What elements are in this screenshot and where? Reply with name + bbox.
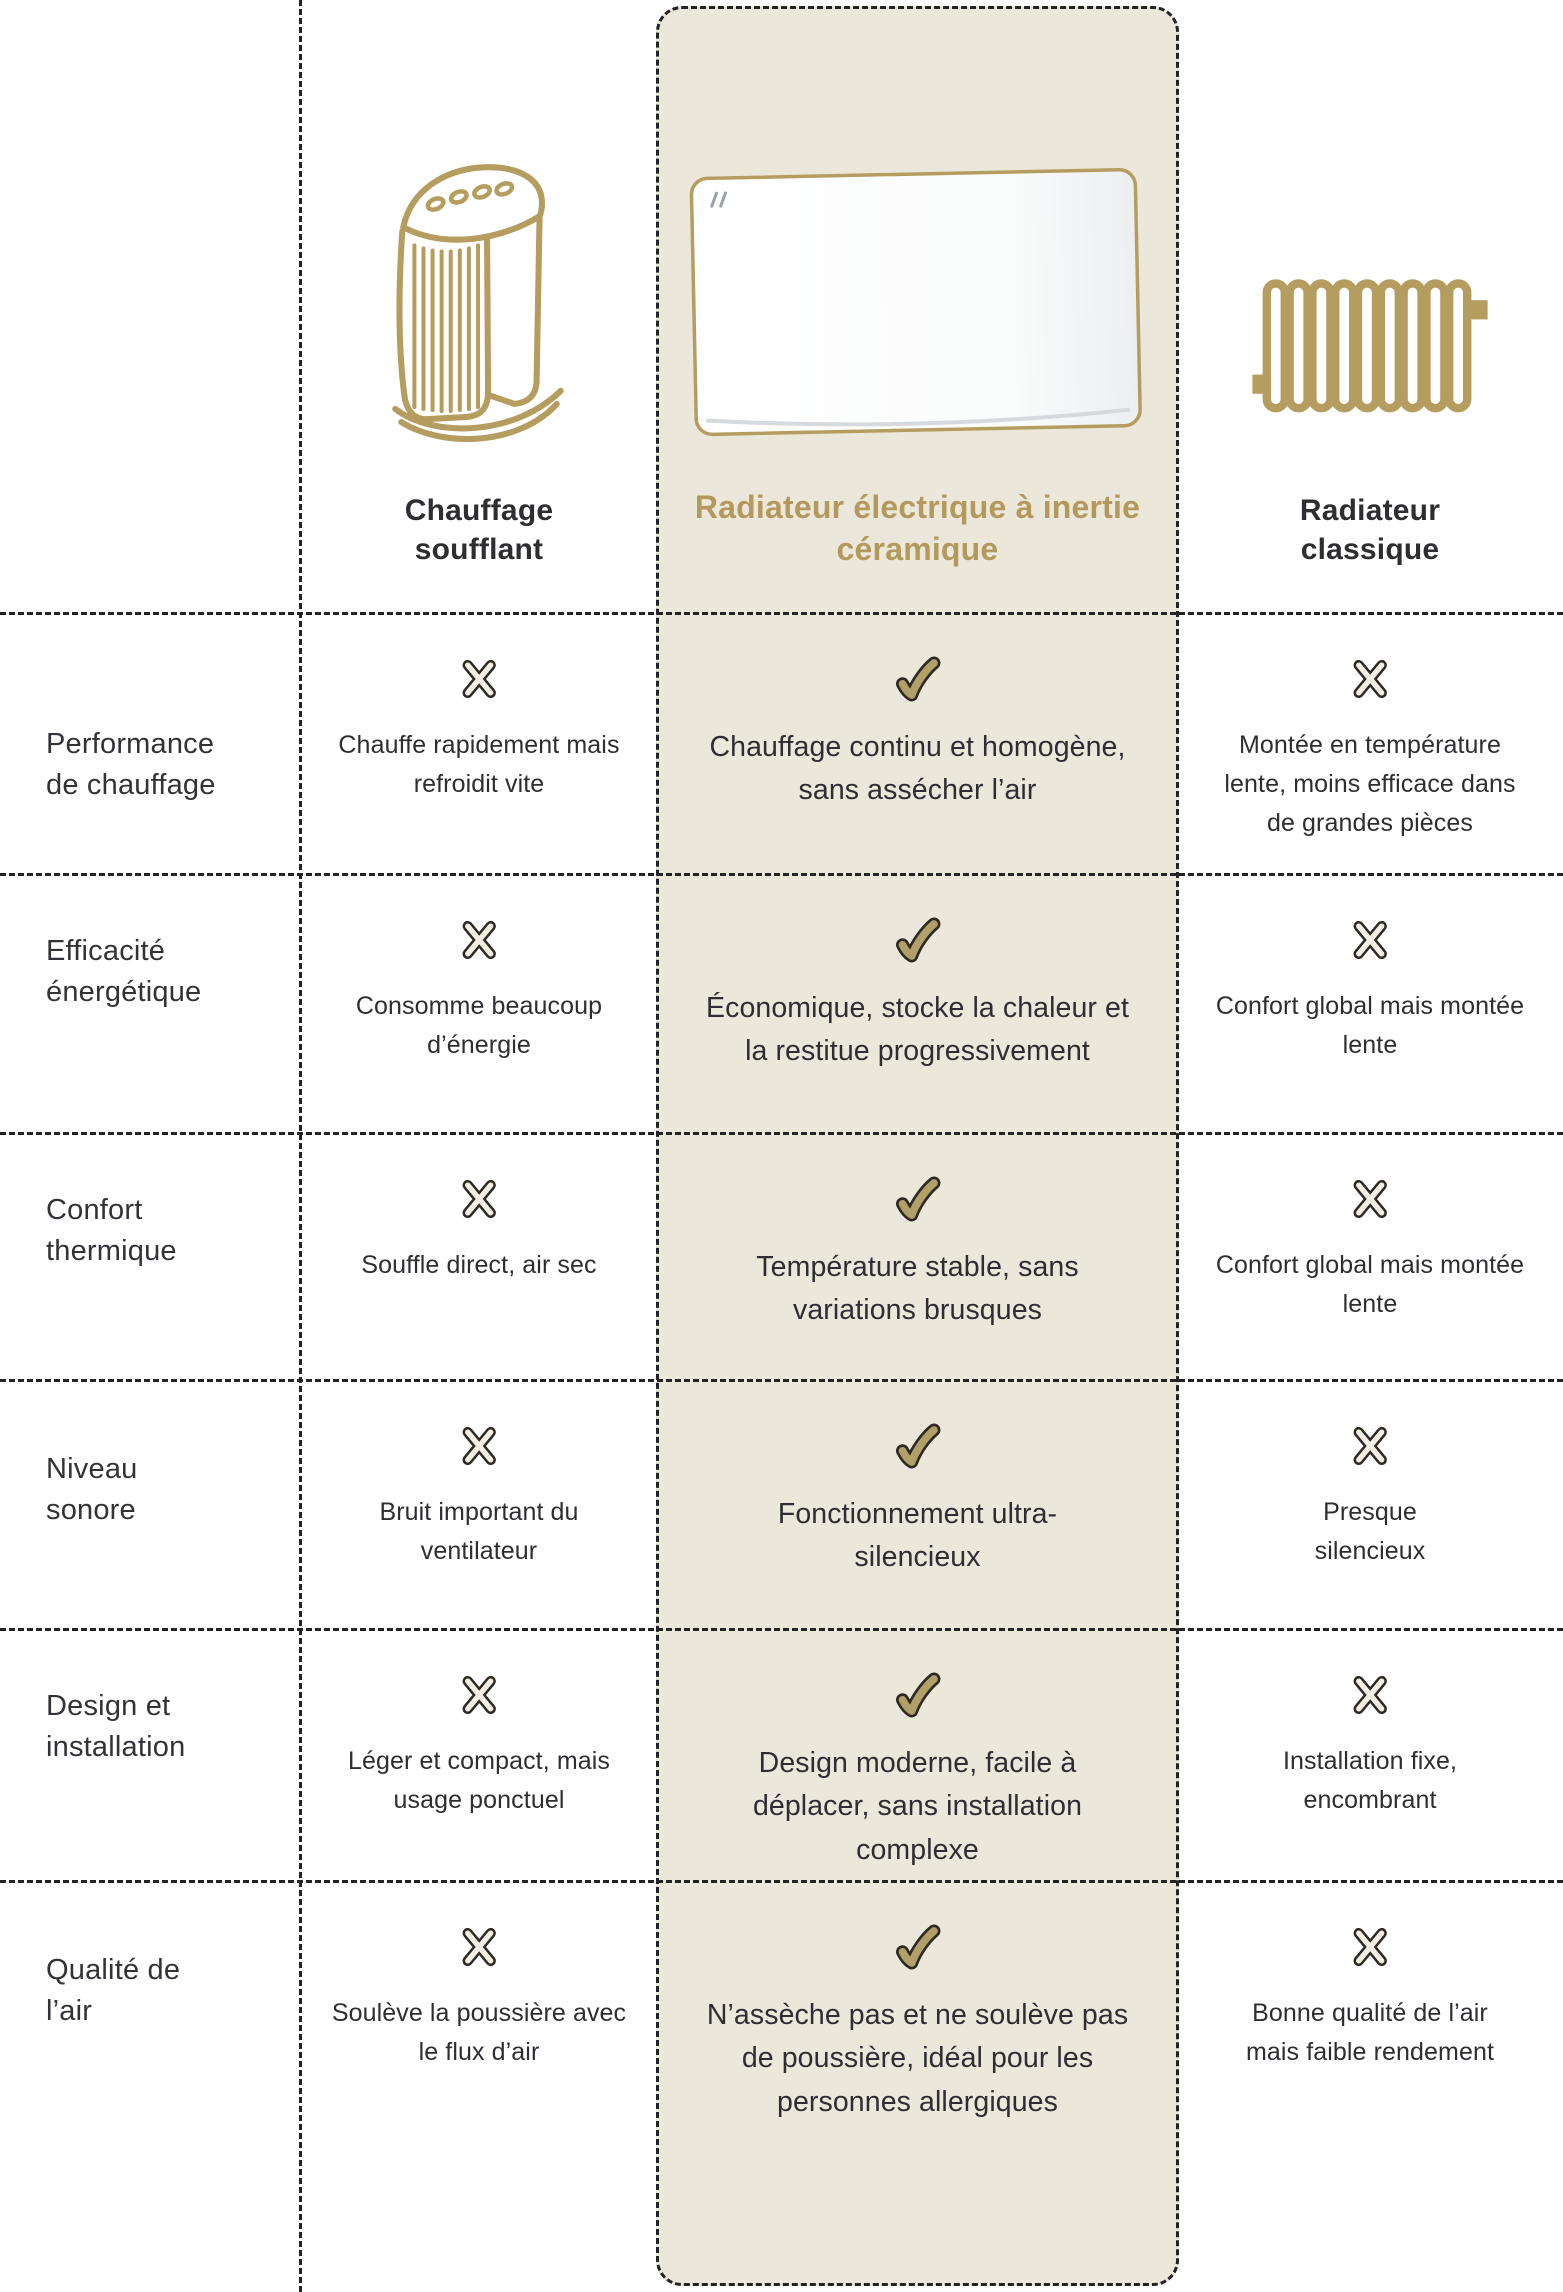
table-cell [300,1628,658,1880]
cell-text: Bonne qualité de l’air mais faible rendement [1245,1999,1495,2066]
table-cell [658,612,1177,873]
ceramic-radiator-illustration [687,166,1149,456]
header-corner-empty [0,0,300,612]
table-cell [658,1379,1177,1628]
check-icon [889,648,947,710]
row-label: Qualité de l’air [46,1954,181,2027]
cross-icon [453,648,505,710]
row-label: Efficacité énergétique [46,935,202,1008]
table-cell [300,873,658,1132]
cross-icon [1344,648,1396,710]
header-label: Chauffage soufflant [404,493,554,567]
row-label: Performance de chauffage [46,728,216,801]
cell-text: Léger et compact, mais usage ponctuel [347,1747,611,1814]
table-cell [1177,1880,1563,2292]
check-icon [889,909,947,971]
table-cell [1177,1628,1563,1880]
cell-text: Bruit important du ventilateur [379,1498,579,1565]
row-label: Design et installation [46,1690,186,1763]
table-cell [1177,1132,1563,1379]
header-classic-radiator [1177,0,1563,612]
table-cell [1177,1379,1563,1628]
cell-text: Souffle direct, air sec [361,1251,597,1279]
cell-text: Chauffe rapidement mais refroidit vite [338,731,620,798]
cross-icon [453,1664,505,1726]
table-cell [300,1132,658,1379]
classic-radiator-illustration [1250,269,1490,431]
check-icon [889,1916,947,1978]
cell-text: Économique, stocke la chaleur et la restitue progressivement [705,992,1130,1068]
cell-text: Montée en température lente, moins efficace dans de grandes pièces [1224,731,1516,837]
table-cell [300,1379,658,1628]
table-cell [658,1132,1177,1379]
check-icon [889,1415,947,1477]
cross-icon [453,1415,505,1477]
cross-icon [1344,1415,1396,1477]
cell-text: N’assèche pas et ne soulève pas de poussière, idéal pour les personnes allergiques [706,1999,1129,2118]
row-label: Niveau sonore [46,1453,138,1526]
table-cell [300,612,658,873]
cross-icon [1344,1168,1396,1230]
header-ceramic-radiator [658,0,1177,612]
cross-icon [453,1168,505,1230]
header-fan-heater [300,0,658,612]
cross-icon [1344,1916,1396,1978]
check-icon [889,1168,947,1230]
cross-icon [1344,1664,1396,1726]
cell-text: Installation fixe, encombrant [1282,1747,1458,1814]
table-cell [658,1628,1177,1880]
table-cell [1177,873,1563,1132]
cell-text: Presque silencieux [1314,1498,1426,1565]
cell-text: Design moderne, facile à déplacer, sans installation complexe [752,1747,1083,1866]
cell-text: Confort global mais montée lente [1215,1251,1525,1318]
cell-text: Soulève la poussière avec le flux d’air [331,1999,627,2066]
cross-icon [453,909,505,971]
fan-heater-illustration [373,139,585,475]
table-cell [1177,612,1563,873]
table-cell [300,1880,658,2292]
header-label: Radiateur classique [1299,493,1441,567]
header-label: Radiateur électrique à inertie céramique [694,488,1141,567]
table-cell [658,1880,1177,2292]
cross-icon [1344,909,1396,971]
check-icon [889,1664,947,1726]
cell-text: Chauffage continu et homogène, sans assécher l’air [709,731,1126,807]
cell-text: Consomme beaucoup d’énergie [355,992,603,1059]
cell-text: Température stable, sans variations brusques [756,1251,1079,1327]
table-cell [658,873,1177,1132]
row-label: Confort thermique [46,1194,177,1267]
cross-icon [453,1916,505,1978]
cell-text: Confort global mais montée lente [1215,992,1525,1059]
cell-text: Fonctionnement ultra-silencieux [777,1498,1058,1574]
